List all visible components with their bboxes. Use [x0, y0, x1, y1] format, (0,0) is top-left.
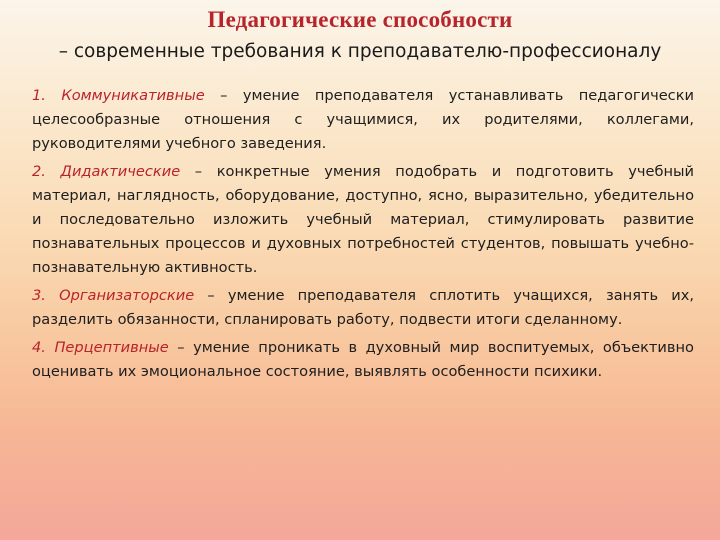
list-item-didactic [32, 160, 694, 280]
definition-perceptive: – умение проникать в духовный мир воспитуемых, объективно оценивать их эмоциональное состояние, выявлять особенности психики. [32, 339, 694, 380]
term-perceptive: 4. Перцептивные [32, 339, 169, 356]
term-communicative: 1. Коммуникативные [32, 87, 205, 104]
ability-list [32, 84, 694, 388]
list-item-communicative [32, 84, 694, 156]
list-item-perceptive [32, 336, 694, 384]
definition-communicative: – умение преподавателя устанавливать педагогически целесообразные отношения с учащимися, их родителями, коллегами, руководителями учебного заведения. [32, 87, 694, 152]
term-organizational: 3. Организаторские [32, 287, 195, 304]
definition-didactic: – конкретные умения подобрать и подготовить учебный материал, наглядность, оборудование, доступно, ясно, выразительно, убедительно и последовательно изложить учебный материал, стимулировать развитие познавательных процессов и духовных потребностей студентов, повышать учебно-познавательную активность. [32, 163, 694, 276]
list-item-organizational [32, 284, 694, 332]
slide-subtitle: – современные требования к преподавателю-профессионалу [58, 41, 662, 62]
term-didactic: 2. Дидактические [32, 163, 181, 180]
definition-organizational: – умение преподавателя сплотить учащихся, занять их, разделить обязанности, спланировать работу, подвести итоги сделанному. [32, 287, 695, 328]
slide-title: Педагогические способности [207, 7, 513, 32]
